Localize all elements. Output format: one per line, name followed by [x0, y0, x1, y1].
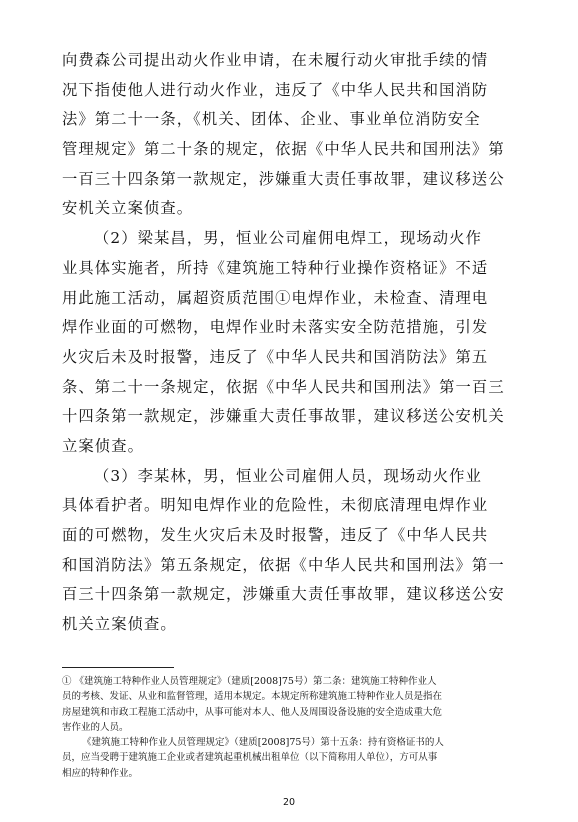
footnote-line: 员的考核、发证、从业和监督管理，适用本规定。本规定所称建筑施工特种作业人员是指在: [62, 691, 443, 703]
body-line: 火灾后未及时报警，违反了《中华人民共和国消防法》第五: [62, 347, 489, 366]
body-line: 具体看护者。明知电焊作业的危险性，未彻底清理电焊作业: [62, 496, 489, 515]
page-number: 20: [282, 797, 296, 808]
body-line: 面的可燃物，发生火灾后未及时报警，违反了《中华人民共: [62, 526, 489, 544]
body-line: 法》第二十一条，《机关、团体、企业、事业单位消防安全: [62, 110, 481, 129]
body-line: 和国消防法》第五条规定，依据《中华人民共和国刑法》第一: [62, 555, 505, 574]
body-text: [62, 46, 522, 640]
body-line: 向费森公司提出动火作业申请，在未履行动火审批手续的情: [62, 51, 489, 69]
footnote-line: 《建筑施工特种作业人员管理规定》（建质[2008]75号）第十五条：持有资格证书的人: [82, 737, 444, 749]
body-line: 业具体实施者，所持《建筑施工特种行业操作资格证》不适: [62, 258, 489, 277]
footnote-line: ① 《建筑施工特种作业人员管理规定》（建质[2008]75号）第二条：建筑施工特种作业人: [62, 676, 437, 687]
body-line: （3）李某林，男，恒业公司雇佣人员，现场动火作业: [94, 466, 482, 485]
footnote-line: 相应的特种作业。: [62, 767, 139, 779]
footnote-line: 房屋建筑和市政工程施工活动中，从事可能对本人、他人及周围设备设施的安全造成重大危: [62, 706, 443, 718]
body-line: 管理规定》第二十条的规定，依据《中华人民共和国刑法》第: [62, 140, 505, 159]
body-line: 百三十四条第一款规定，涉嫌重大责任事故罪，建议移送公安: [62, 585, 505, 604]
body-line: 焊作业面的可燃物，电焊作业时未落实安全防范措施，引发: [62, 318, 489, 337]
body-line: 安机关立案侦查。: [62, 199, 194, 218]
body-line: 用此施工活动，属超资质范围①电焊作业，未检查、清理电: [62, 288, 489, 307]
footnotes: [62, 674, 524, 781]
body-line: 条、第二十一条规定，依据《中华人民共和国刑法》第一百三: [62, 377, 505, 396]
footnote-line: 员，应当受聘于建筑施工企业或者建筑起重机械出租单位（以下简称用人单位），方可从事: [62, 752, 438, 764]
body-line: 一百三十四条第一款规定，涉嫌重大责任事故罪，建议移送公: [62, 169, 505, 188]
body-line: 立案侦查。: [62, 436, 144, 455]
body-line: 机关立案侦查。: [62, 615, 177, 634]
body-line: （2）梁某昌，男，恒业公司雇佣电焊工，现场动火作: [94, 229, 482, 248]
footnote-divider: [62, 667, 174, 668]
footnote-line: 害作业的人员。: [62, 721, 129, 733]
body-line: 况下指使他人进行动火作业，违反了《中华人民共和国消防: [62, 80, 489, 99]
body-line: 十四条第一款规定，涉嫌重大责任事故罪，建议移送公安机关: [62, 407, 505, 426]
